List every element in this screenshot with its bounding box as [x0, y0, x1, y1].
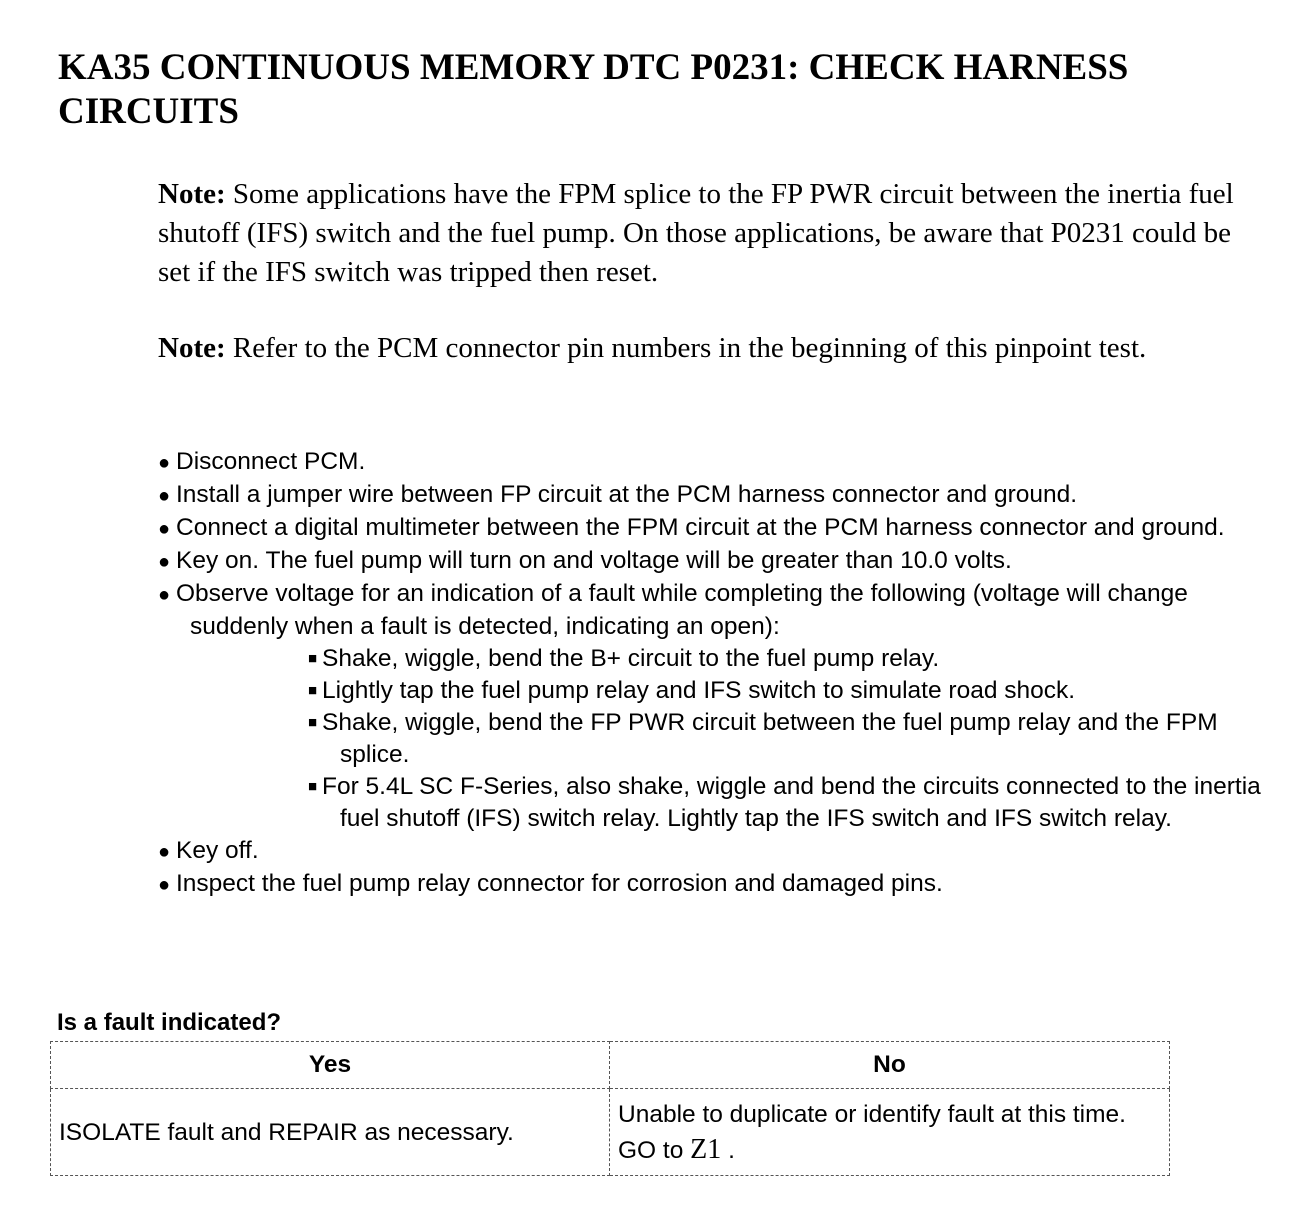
step-observe-voltage: ● Observe voltage for an indication of a fault while completing the following (voltage will change suddenly when a fault is detected, indicating an open): ■ Shake, wiggle, bend the B+ circuit to the fuel pump relay. ■ Lightly tap the fuel pump relay and IFS switch to simulate road shock. ■ Shake, wiggle, bend the FP PWR circuit between the fuel pump relay and the FPM splice. ■ For 5.4L SC F-Series, also shake, wiggle and bend the circuits connected to the inertia fuel shutoff (IFS) switch relay. Lightly tap the IFS switch and IFS switch relay.: [140, 578, 1265, 835]
square-bullet-icon: ■: [308, 778, 318, 795]
answer-table: [50, 1041, 1170, 1176]
step-key-on: ● Key on. The fuel pump will turn on and voltage will be greater than 10.0 volts.: [140, 545, 1265, 578]
substep-f-series: ■ For 5.4L SC F-Series, also shake, wiggle and bend the circuits connected to the inertia fuel shutoff (IFS) switch relay. Lightly tap the IFS switch and IFS switch relay.: [308, 773, 1261, 832]
test-steps-list: [140, 446, 1265, 901]
square-bullet-icon: ■: [308, 650, 318, 667]
square-bullet-icon: ■: [308, 714, 318, 731]
step-inspect-connector: ● Inspect the fuel pump relay connector for corrosion and damaged pins.: [140, 868, 1265, 901]
step-install-jumper: ● Install a jumper wire between FP circuit at the PCM harness connector and ground.: [140, 479, 1265, 512]
bullet-icon: ●: [158, 518, 171, 540]
no-action-cell: [610, 1089, 1170, 1176]
bullet-icon: ●: [158, 841, 171, 863]
note-text: Some applications have the FPM splice to the FP PWR circuit between the inertia fuel shutoff (IFS) switch and the fuel pump. On those applications, be aware that P0231 could be set if the IFS switch was tripped then reset.: [158, 178, 1234, 288]
note-label: Note:: [158, 332, 226, 364]
note-pcm-pins: [158, 329, 1268, 368]
substep-tap-relay: ■ Lightly tap the fuel pump relay and IFS switch to simulate road shock.: [290, 675, 1265, 707]
table-header-row: [51, 1042, 1170, 1089]
no-action-text: Unable to duplicate or identify fault at this time. GO to: [618, 1100, 1126, 1164]
bullet-icon: ●: [158, 551, 171, 573]
decision-question: Is a fault indicated?: [57, 1009, 282, 1036]
note-label: Note:: [158, 178, 226, 210]
substep-fp-pwr-circuit: ■ Shake, wiggle, bend the FP PWR circuit between the fuel pump relay and the FPM splice.: [308, 709, 1218, 768]
step-connect-multimeter: ● Connect a digital multimeter between the FPM circuit at the PCM harness connector and ground.: [140, 512, 1265, 545]
step-key-off: ● Key off.: [140, 835, 1265, 868]
header-yes: Yes: [51, 1042, 610, 1089]
page-title: KA35 CONTINUOUS MEMORY DTC P0231: CHECK HARNESS CIRCUITS: [58, 47, 1129, 132]
bullet-icon: ●: [158, 584, 171, 606]
bullet-icon: ●: [158, 452, 171, 474]
observe-substeps-list: [190, 643, 1265, 835]
bullet-icon: ●: [158, 485, 171, 507]
table-row: [51, 1089, 1170, 1176]
square-bullet-icon: ■: [308, 682, 318, 699]
yes-action-cell: ISOLATE fault and REPAIR as necessary.: [51, 1089, 610, 1176]
header-no: No: [610, 1042, 1170, 1089]
goto-z1-link[interactable]: Z1: [690, 1133, 722, 1165]
substep-b-plus-circuit: ■ Shake, wiggle, bend the B+ circuit to the fuel pump relay.: [290, 643, 1265, 675]
bullet-icon: ●: [158, 874, 171, 896]
note-ifs-switch: [158, 175, 1268, 292]
note-text: Refer to the PCM connector pin numbers in the beginning of this pinpoint test.: [225, 332, 1147, 364]
no-action-end: .: [721, 1136, 735, 1164]
step-disconnect-pcm: ● Disconnect PCM.: [140, 446, 1265, 479]
